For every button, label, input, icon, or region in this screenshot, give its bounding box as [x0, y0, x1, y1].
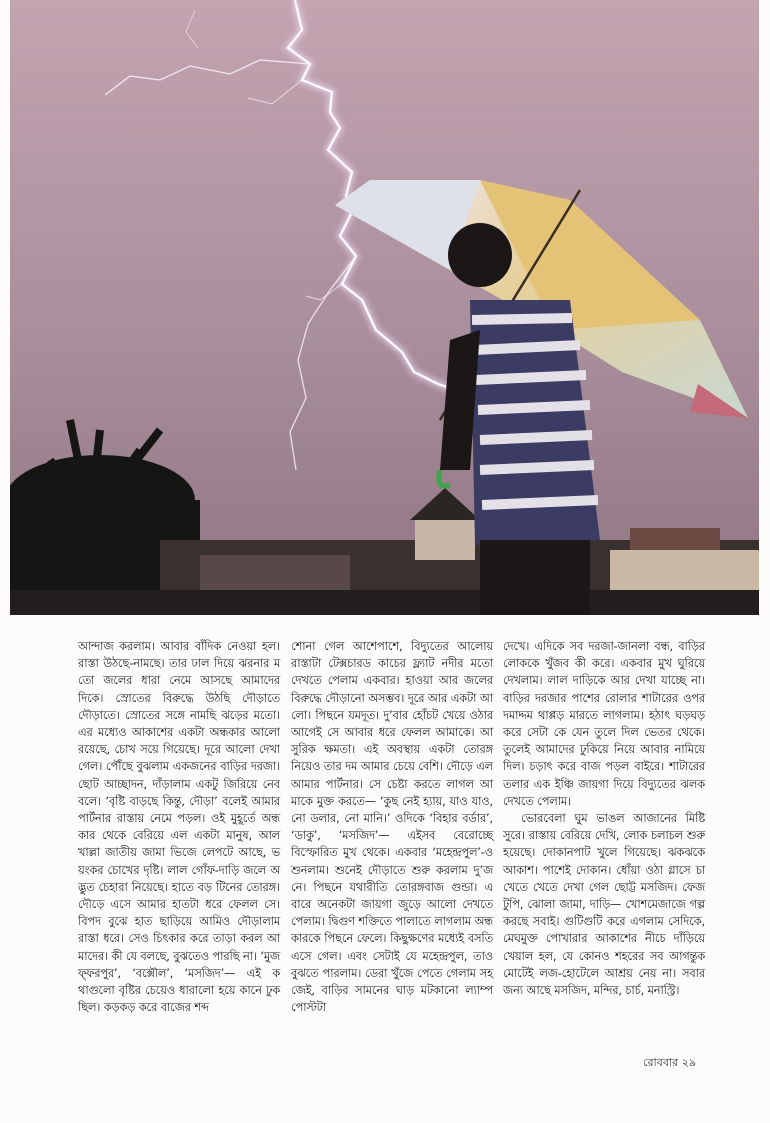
article-column-1 [78, 638, 280, 1016]
paragraph: দেখে। এদিকে সব দরজা-জানলা বন্ধ, বাড়ির লোককে খুঁজব কী করে। একবার মুখ ঘুরিয়ে দেখলাম। লাল দাড়িকে আর দেখা যাচ্ছে না। বাড়ির দরজার পাশের রোলার শাটারের ওপর দমাদ্দম থাপ্পড় মারতে লাগলাম। হঠাৎ ঘড়ঘড় করে সেটা কে যেন তুলে দিল ভেতর থেকে। তুলেই আমাদের ঢুকিয়ে নিয়ে আবার নামিয়ে দিল। চড়াৎ করে বাজ পড়ল বাইরে। শাটারের তলার এক ইঞ্চি জায়গা দিয়ে বিদ্যুতের ঝলক দেখতে পেলাম। [503, 640, 705, 808]
lightning-umbrella-photo [10, 0, 759, 615]
paragraph: আন্দাজ করলাম। আবার বাঁদিক নেওয়া হল। রাস্তা উঠছে-নামছে। তার ঢাল দিয়ে ঝরনার মতো জলের ধারা নেমে আসছে আমাদের দিকে। স্রোতের বিরুদ্ধে উঠছি দৌড়াতে দৌড়াতে। স্রোতের সঙ্গে নামছি ঝড়ের মতো। এর মধ্যেও আকাশের একটা অন্ধকার আলো রয়েছে, চোখ সয়ে গিয়েছে। দূরে আলো দেখা গেল। পৌঁছে বুঝলাম একজনের বাড়ির দরজা। ছোট আচ্ছাদন, দাঁড়ালাম একটু জিরিয়ে নেব বলে। ‘বৃষ্টি বাড়ছে কিন্তু, দৌড়া’ বলেই আমার পার্টনার রাস্তায় নেমে পড়ল। ওই মুহূর্তে অন্ধকার থেকে বেরিয়ে এল একটা মানুষ, আলখাল্লা জাতীয় জামা ভিজে লেপটে আছে, ভয়ংকর চোখের দৃষ্টি। লাল গোঁফ-দাড়ি জলে অদ্ভুত চেহারা নিয়েছে। হাতে বড় টিনের তোরঙ্গ। দৌড়ে এসে আমার হাতটা ধরে ফেলল সে। বিপদ বুঝে হাত ছাড়িয়ে আমিও দৌড়ালাম রাস্তা ধরে। সেও চিৎকার করে তাড়া করল আমাদের। কী যে বলছে, বুঝতেও পারছি না। ‘মুজফ্ফরপুর’, ‘বক্সৌল’, ‘মসজিদ’— এই কথাগুলো বৃষ্টির চেয়েও ধারালো হয়ে কানে ঢুকছিল। কড়কড় করে বাজের শব্দ [78, 640, 280, 1015]
paragraph: শোনা গেল আশেপাশে, বিদ্যুতের আলোয় রাস্তাটা টেক্সচারড কাচের ফ্ল্যাট নদীর মতো দেখতে পেলাম একবার। হাওয়া আর জলের বিরুদ্ধে দৌড়ানো অসম্ভব। দূরে আর একটা আলো। পিছনে যমদূত। দু’বার হোঁচট খেয়ে ওঠার আগেই সে আবার ধরে ফেলল আমাকে। আসুরিক ক্ষমতা। এই অবস্থায় একটা তোরঙ্গ নিয়েও তার দম আমার চেয়ে বেশি। দৌড়ে এল আমার পার্টনার। সে চেষ্টা করতে লাগল আমাকে মুক্ত করতে— ‘কুছ নেই হ্যায়, যাও যাও, নো ডলার, নো মানি।’ ওদিকে ‘বিহার বর্ডার’, ‘ডাকু’, ‘মসজিদ’— এইসব বেরোচ্ছে বিস্ফোরিত মুখ থেকে। একবার ‘মহেন্দ্রপুল’-ও শুনলাম। শুনেই দৌড়াতে শুরু করলাম দু’জনে। পিছনে যথারীতি তোরঙ্গবাজ গুন্ডা। এবারে অনেকটা জায়গা জুড়ে আলো দেখতে পেলাম। দ্বিগুণ শক্তিতে পালাতে লাগলাম অন্ধকারকে পিছনে ফেলে। কিছুক্ষণের মধ্যেই বসতি এসে গেল। এবং সেটাই যে মহেন্দ্রপুল, তাও বুঝতে পারলাম। ডেরা খুঁজে পেতে গেলাম সহজেই, বাড়ির সামনের ঘাড় মটকানো ল্যাম্পপোস্টটা [291, 640, 493, 1015]
article-body [0, 638, 770, 1038]
photo-illustration [10, 0, 759, 615]
page-footer: রোববার ২৯ [643, 1056, 696, 1069]
article-column-2 [291, 638, 493, 1016]
article-column-3 [503, 638, 705, 999]
paragraph: ভোরবেলা ঘুম ভাঙল আজানের মিষ্টি সুরে। রাস্তায় বেরিয়ে দেখি, লোক চলাচল শুরু হয়েছে। দোকানপাট খুলে গিয়েছে। ঝকঝকে আকাশ। পাশেই দোকান। ধোঁয়া ওঠা গ্লাসে চা খেতে খেতে দেখা গেল ছোট্ট মসজিদ। ফেজ টুপি, ঝোলা জামা, দাড়ি— খোশমেজাজে গল্প করছে সবাই। গুটিগুটি করে এগলাম সেদিকে, মেঘমুক্ত পোখারার আকাশের নীচে দাঁড়িয়ে খেয়াল হল, যে কোনও শহরের সব আগন্তুক মোটেই লজ-হোটেলে আশ্রয় নেয় না। সবার জন্য আছে মসজিদ, মন্দির, চার্চ, মনাস্ট্রি। [503, 812, 705, 998]
